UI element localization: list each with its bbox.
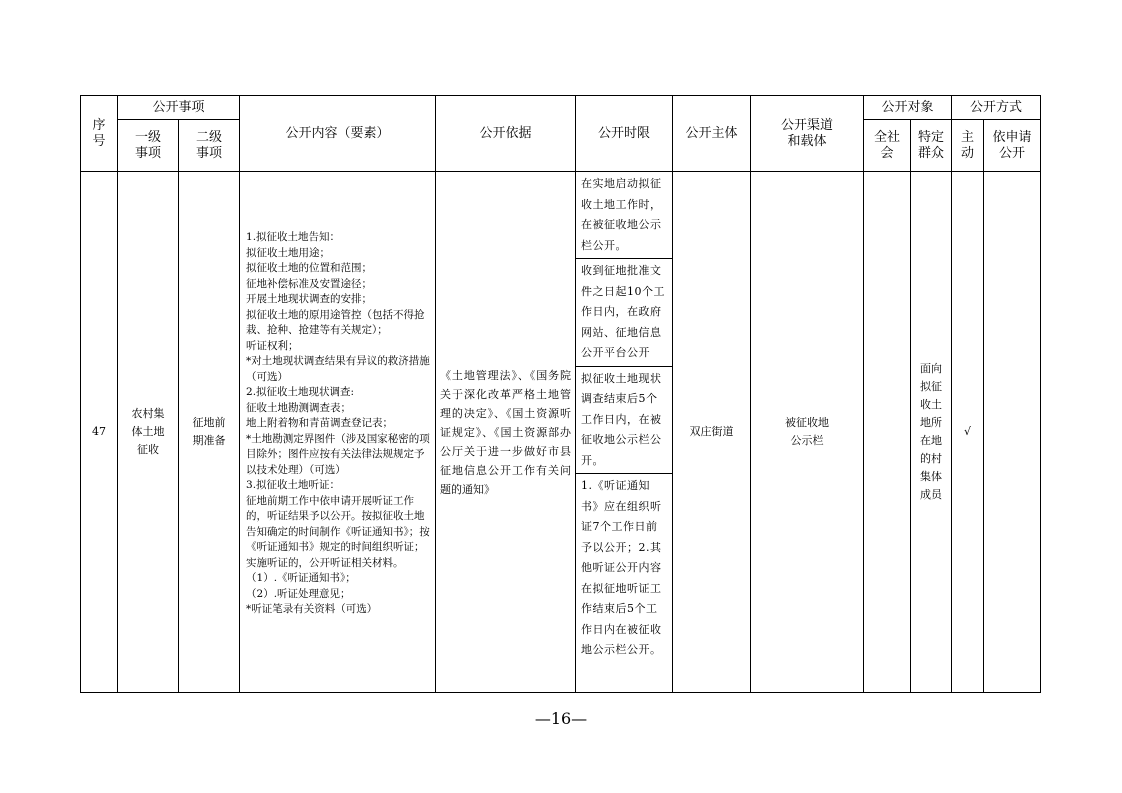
page-number: —16—	[534, 709, 588, 728]
header-audience-specific: 特定 群众	[911, 120, 952, 172]
header-time-limit: 公开时限	[576, 96, 673, 172]
header-level1: 一级 事项	[118, 120, 179, 172]
time-limit-item: 1.《听证通知书》应在组织听证7个工作日前予以公开；2.其他听证公开内容在拟征地听证工作结束后5个工作日内在被征收地公示栏公开。	[581, 479, 662, 656]
header-audience-all: 全社 会	[864, 120, 911, 172]
row-audience-specific: 面向 拟征 收土 地所 在地 的村 集体 成员	[911, 172, 952, 693]
header-method-group: 公开方式	[952, 96, 1041, 120]
row-audience-all	[864, 172, 911, 693]
header-basis: 公开依据	[436, 96, 576, 172]
row-method-active-check: √	[952, 172, 984, 693]
header-channel: 公开渠道 和载体	[751, 96, 864, 172]
header-subject: 公开主体	[673, 96, 751, 172]
row-channel: 被征收地 公示栏	[751, 172, 864, 693]
time-limit-item: 在实地启动拟征收土地工作时，在被征收地公示栏公开。	[576, 172, 672, 259]
row-level1: 农村集 体土地 征收	[118, 172, 179, 693]
header-method-request: 依申请 公开	[984, 120, 1041, 172]
header-audience-group: 公开对象	[864, 96, 952, 120]
row-level2: 征地前 期准备	[179, 172, 240, 693]
row-time-limits	[576, 172, 673, 693]
header-seq: 序 号	[81, 96, 118, 172]
time-limit-item: 收到征地批准文件之日起10个工作日内，在政府网站、征地信息公开平台公开	[576, 259, 672, 367]
row-method-request	[984, 172, 1041, 693]
row-basis: 《土地管理法》、《国务院关于深化改革严格土地管理的决定》、《国土资源听证规定》、《国土资源部办公厅关于进一步做好市县征地信息公开工作有关问题的通知》	[436, 172, 576, 693]
time-limit-item: 拟征收土地现状调查结束后5个工作日内，在被征收地公示栏公开。	[576, 367, 672, 475]
header-content: 公开内容（要素）	[240, 96, 436, 172]
header-level2: 二级 事项	[179, 120, 240, 172]
header-matter-group: 公开事项	[118, 96, 240, 120]
table-row	[81, 172, 1041, 693]
row-content: 1.拟征收土地告知： 拟征收土地用途； 拟征收土地的位置和范围； 征地补偿标准及安置途径； 开展土地现状调查的安排； 拟征收土地的原用途管控（包括不得抢栽、抢种、抢建等有关规定）； 听证权利； *对土地现状调查结果有异议的救济措施（可选） 2.拟征收土地现状调查: 征收土地勘测调查表； 地上附着物和青苗调查登记表； *土地勘测定界图件（涉及国家秘密的项目除外；图件应按有关法律法规规定予以技术处理）（可选） 3.拟征收土地听证： 征地前期工作中依申请开展听证工作的，听证结果予以公开。按拟征收土地告知确定的时间制作《听证通知书》；按《听证通知书》规定的时间组织听证；实施听证的，公开听证相关材料。 （1）.《听证通知书》； （2）.听证处理意见； *听证笔录有关资料（可选）	[240, 172, 436, 693]
header-method-active: 主 动	[952, 120, 984, 172]
disclosure-table	[80, 95, 1041, 693]
row-seq: 47	[81, 172, 118, 693]
row-subject: 双庄街道	[673, 172, 751, 693]
